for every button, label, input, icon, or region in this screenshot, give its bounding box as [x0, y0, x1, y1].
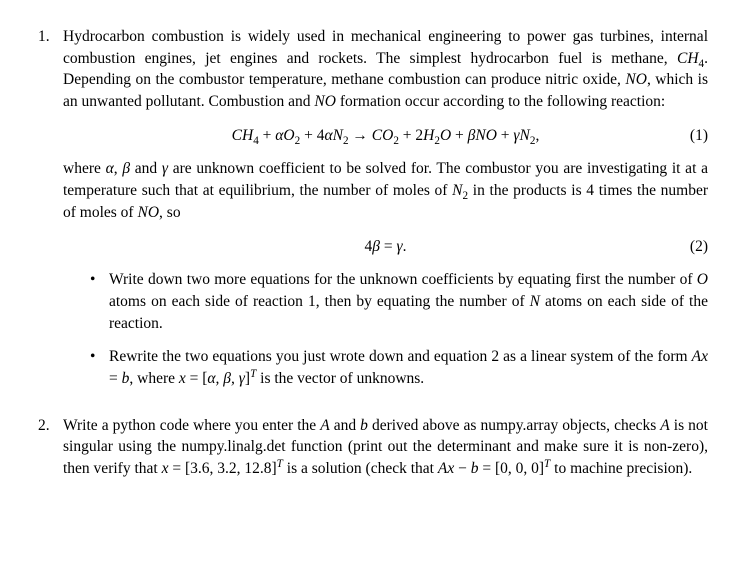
problem-2-number: 2. [38, 416, 50, 434]
problem-1-middle-text: where α, β and γ are unknown coefficient to be solved for. The combustor you are investigating it at a temperature such that at equilibrium, the number of moles of $N_2$ in the products is 4 times the number of moles of NO, so [63, 160, 709, 221]
equation-2 [63, 236, 708, 258]
bullet-item-2 [90, 346, 708, 389]
equation-2-content: 4β = γ. [364, 237, 407, 255]
bullet-list [63, 269, 708, 389]
equation-2-tag: (2) [689, 237, 708, 255]
problem-1-intro-text: Hydrocarbon combustion is widely used in mechanical engineering to power gas turbines, internal combustion engines, jet engines and rockets. The simplest hydrocarbon fuel is methane, $CH_4$. Depending on the combustor temperature, methane combustion can produce nitric oxide, NO, which is an unwanted pollutant. Combustion and NO formation occur according to the following reaction: [63, 28, 708, 111]
bullet-1-text: Write down two more equations for the unknown coefficients by equating first the number of O atoms on each side of reaction 1, then by equating the number of N atoms on each side of the reaction. [109, 271, 708, 332]
problem-1-number: 1. [38, 28, 50, 45]
equation-1-tag: (1) [689, 126, 708, 144]
problem-1-body [63, 26, 708, 402]
problem-1 [38, 26, 708, 402]
problem-2-body [63, 415, 708, 480]
bullet-2-text: Rewrite the two equations you just wrote down and equation 2 as a linear system of the form Ax = b, where x = [α, β, γ]$^T$ is the vector of unknowns. [109, 348, 708, 387]
equation-1 [63, 125, 708, 147]
problem-2-text: Write a python code where you enter the A and b derived above as numpy.array objects, checks A is not singular using the numpy.linalg.det function (print out the determinant and make sure it is non-zero), then verify that x = [3.6, 3.2, 12.8]$^T$ is a solution (check that Ax − b = [0, 0, 0]$^T$ to machine precision). [63, 416, 708, 477]
bullet-icon: • [90, 271, 96, 289]
equation-1-content: $CH_4 + \alpha O_2 + 4\alpha N_2 \to CO_2 + 2H_2O + \beta NO + \gamma N_2$, [231, 126, 540, 147]
bullet-icon: • [90, 348, 96, 366]
bullet-item-1 [90, 269, 708, 334]
problem-2 [38, 415, 708, 480]
